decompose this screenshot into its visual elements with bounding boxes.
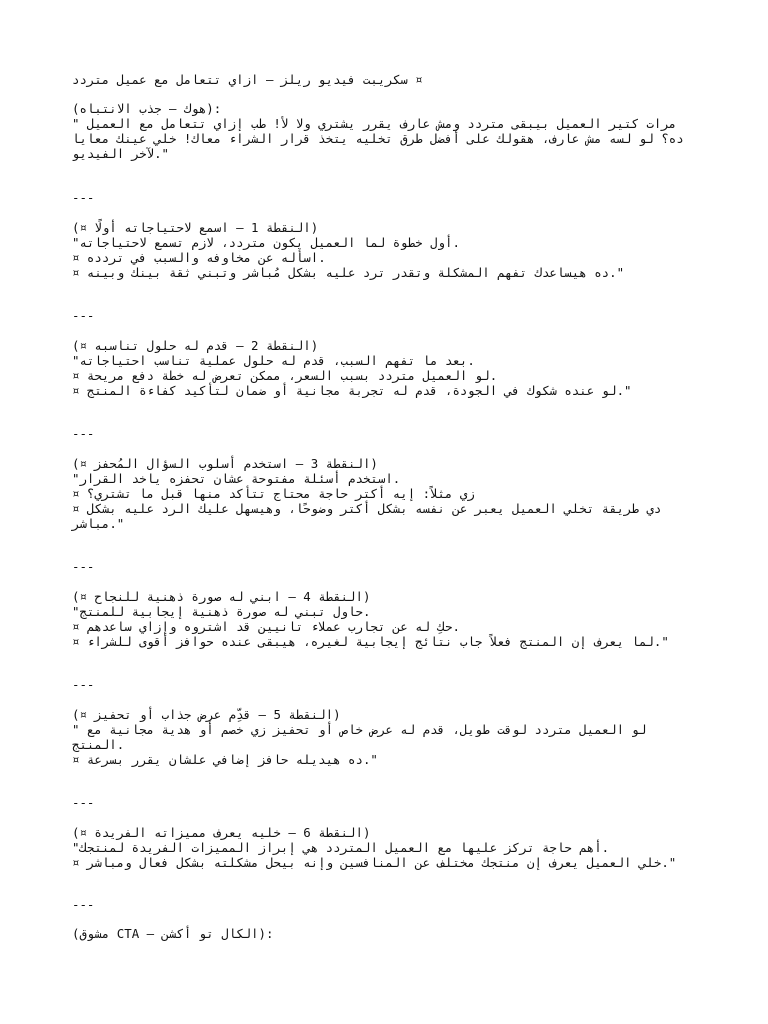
section-separator: --- xyxy=(72,190,95,205)
point-line: "أول خطوة لما العميل يكون متردد، لازم تسمع لاحتياجاته. xyxy=(72,235,460,250)
section-separator: --- xyxy=(72,795,95,810)
section-separator: --- xyxy=(72,897,95,912)
hook-line: لآخر الفيديو." xyxy=(72,146,169,161)
point-line: ¤ زي مثلاً: إيه أكتر حاجة محتاج تتأكد منها قبل ما تشتري؟ xyxy=(72,486,475,501)
point-line: "أهم حاجة تركز عليها مع العميل المتردد هي إبراز المميزات الفريدة لمنتجك. xyxy=(72,840,610,855)
point-line: المنتج. xyxy=(72,737,125,752)
point-line: ¤ لما يعرف إن المنتج فعلاً جاب نتائج إيجابية لغيره، هيبقى عنده حوافز أقوى للشراء." xyxy=(72,634,669,649)
cta-heading: (مشوق CTA – الكال تو أكشن): xyxy=(72,926,274,941)
document-title: سكريبت فيديو ريلز – ازاي تتعامل مع عميل متردد ¤ xyxy=(72,72,423,87)
point-heading: (¤ النقطة 1 – اسمع لاحتياجاته أولًا) xyxy=(72,220,319,235)
section-separator: --- xyxy=(72,308,95,323)
point-line: ¤ حكِ له عن تجارب عملاء تانيين قد اشتروه وإزاي ساعدهم. xyxy=(72,619,460,634)
point-heading: (¤ النقطة 5 – قدِّم عرض جذاب أو تحفيز) xyxy=(72,707,341,722)
point-heading: (¤ النقطة 3 – استخدم أسلوب السؤال المُحفز) xyxy=(72,456,378,471)
point-line: ¤ ده هيديله حافز إضافي علشان يقرر بسرعة." xyxy=(72,752,378,767)
point-heading: (¤ النقطة 2 – قدم له حلول تناسبه) xyxy=(72,338,319,353)
point-line: " لو العميل متردد لوقت طويل، قدم له عرض خاص أو تحفيز زي خصم أو هدية مجانية مع xyxy=(72,722,647,737)
hook-line: " مرات كتير العميل بيبقى متردد ومش عارف يقرر يشتري ولا لأ! طب إزاي تتعامل مع العميل xyxy=(72,116,677,131)
point-line: ¤ ده هيساعدك تفهم المشكلة وتقدر ترد عليه بشكل مُباشر وتبني ثقة بينك وبينه." xyxy=(72,265,625,280)
hook-heading: (هوك – جذب الانتباه): xyxy=(72,101,222,116)
point-line: ¤ دي طريقة تخلي العميل يعبر عن نفسه بشكل أكتر وضوحًا، وهيسهل عليك الرد عليه بشكل xyxy=(72,501,662,516)
point-line: ¤ لو العميل متردد بسبب السعر، ممكن تعرض له خطة دفع مريحة. xyxy=(72,368,498,383)
point-line: "بعد ما تفهم السبب، قدم له حلول عملية تناسب احتياجاته. xyxy=(72,353,475,368)
section-separator: --- xyxy=(72,559,95,574)
point-line: "حاول تبني له صورة ذهنية إيجابية للمنتج. xyxy=(72,604,371,619)
point-line: ¤ لو عنده شكوك في الجودة، قدم له تجربة مجانية أو ضمان لتأكيد كفاءة المنتج." xyxy=(72,383,632,398)
point-line: مباشر." xyxy=(72,516,125,531)
point-line: ¤ خلي العميل يعرف إن منتجك مختلف عن المنافسين وإنه بيحل مشكلته بشكل فعال ومباشر." xyxy=(72,855,677,870)
point-heading: (¤ النقطة 4 – ابني له صورة ذهنية للنجاح) xyxy=(72,589,371,604)
section-separator: --- xyxy=(72,426,95,441)
point-line: ¤ اسأله عن مخاوفه والسبب في تردده. xyxy=(72,250,326,265)
point-line: "استخدم أسئلة مفتوحة عشان تحفزه ياخد القرار. xyxy=(72,471,401,486)
section-separator: --- xyxy=(72,677,95,692)
point-heading: (¤ النقطة 6 – خليه يعرف مميزاته الفريدة) xyxy=(72,825,371,840)
hook-line: ده؟ لو لسه مش عارف، هقولك على أفضل طرق تخليه يتخذ قرار الشراء معاك! خلي عينك معايا xyxy=(72,131,684,146)
